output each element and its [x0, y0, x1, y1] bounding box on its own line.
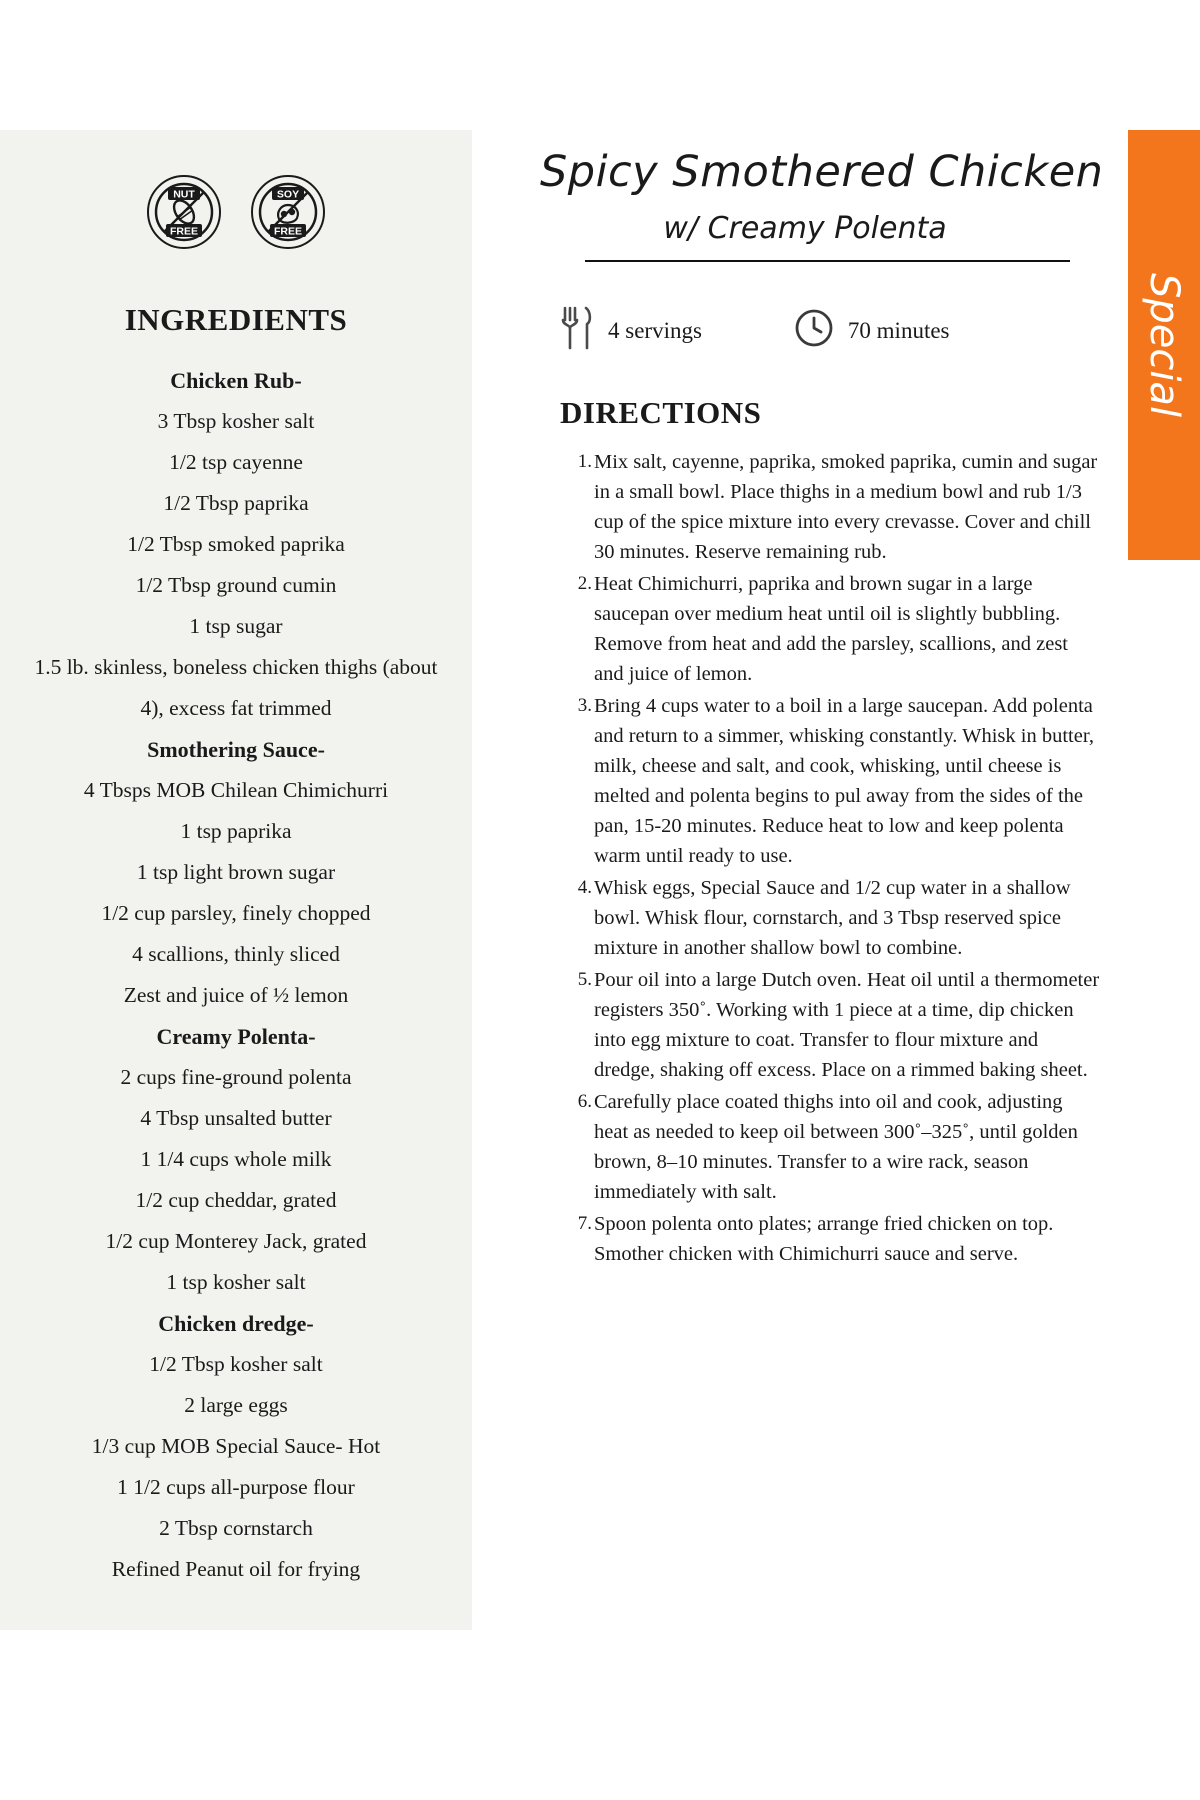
list-item: 4 scallions, thinly sliced [132, 942, 340, 966]
time-text: 70 minutes [847, 317, 950, 343]
list-item: 1/2 Tbsp ground cumin [135, 573, 337, 597]
list-item: Mix salt, cayenne, paprika, smoked paprika, cumin and sugar in a small bowl. Place thighs in a medium bowl and rub 1/3 cup of the spice mixture into every crevasse. Cover and chill 30 minutes. Reserve remaining rub. [594, 451, 1098, 564]
title-divider [585, 260, 1070, 262]
clock-icon [794, 308, 834, 353]
list-item: 1/2 cup parsley, finely chopped [101, 901, 371, 925]
list-item: Carefully place coated thighs into oil and cook, adjusting heat as needed to keep oil between 300˚–325˚, until golden brown, 8–10 minutes. Transfer to a wire rack, season immediately with salt. [594, 1091, 1078, 1204]
list-item: Chicken dredge- [158, 1311, 314, 1336]
list-item: Chicken Rub- [170, 368, 302, 393]
servings-text: 4 servings [608, 317, 702, 343]
list-item: Heat Chimichurri, paprika and brown sugar in a large saucepan over medium heat until oil is slightly bubbling. Remove from heat and add the parsley, scallions, and zest and juice of lemon. [594, 573, 1069, 686]
soy-free-icon [250, 174, 326, 250]
list-item: 1/3 cup MOB Special Sauce- Hot [91, 1434, 381, 1458]
time-meta [794, 308, 950, 353]
list-item: 1 tsp kosher salt [166, 1270, 306, 1294]
list-item: 1 tsp light brown sugar [136, 860, 336, 884]
list-item: 3 Tbsp kosher salt [157, 409, 315, 433]
list-item: 1/2 cup cheddar, grated [135, 1188, 337, 1212]
ingredients-list [34, 360, 438, 1590]
recipe-meta [540, 306, 1100, 355]
list-item: 1 tsp sugar [189, 614, 283, 638]
list-item: Smothering Sauce- [147, 737, 325, 762]
list-item: 2 cups fine-ground polenta [120, 1065, 352, 1089]
list-item: Whisk eggs, Special Sauce and 1/2 cup water in a shallow bowl. Whisk flour, cornstarch, and 3 Tbsp reserved spice mixture in another shallow bowl to combine. [594, 877, 1071, 960]
directions-heading: DIRECTIONS [560, 395, 762, 431]
svg-text:NUT: NUT [173, 188, 195, 201]
list-item: Creamy Polenta- [156, 1024, 316, 1049]
list-item: 1 1/2 cups all-purpose flour [117, 1475, 355, 1499]
svg-text:SOY: SOY [276, 188, 300, 201]
list-item: 4 Tbsps MOB Chilean Chimichurri [83, 778, 389, 802]
list-item: 1/2 cup Monterey Jack, grated [105, 1229, 367, 1253]
list-item: 1 tsp paprika [180, 819, 292, 843]
list-item: Refined Peanut oil for frying [111, 1557, 361, 1581]
svg-text:FREE: FREE [169, 225, 199, 238]
list-item: Pour oil into a large Dutch oven. Heat oil until a thermometer registers 350˚. Working with 1 piece at a time, dip chicken into egg mixture to coat. Transfer to flour mixture and dredge, shaking off excess. Place on a rimmed baking sheet. [594, 969, 1100, 1082]
special-tab-label: Special [1141, 272, 1187, 418]
recipe-content [540, 147, 1104, 1271]
list-item: 2 large eggs [184, 1393, 288, 1417]
svg-text:FREE: FREE [273, 225, 303, 238]
list-item: 2 Tbsp cornstarch [159, 1516, 313, 1540]
special-tab [1128, 130, 1200, 560]
directions-list [540, 447, 1100, 1269]
list-item: Spoon polenta onto plates; arrange fried chicken on top. Smother chicken with Chimichurri sauce and serve. [594, 1213, 1054, 1266]
list-item: 1 1/4 cups whole milk [140, 1147, 332, 1171]
cutlery-icon [560, 306, 594, 355]
page-subtitle: w/ Creamy Polenta [663, 211, 947, 247]
list-item: 4 Tbsp unsalted butter [140, 1106, 332, 1130]
ingredients-panel [0, 130, 472, 1630]
list-item: Zest and juice of ½ lemon [123, 983, 349, 1007]
list-item: 1/2 Tbsp paprika [163, 491, 309, 515]
servings-meta [560, 306, 702, 355]
page-title: Spicy Smothered Chicken [540, 147, 1104, 197]
list-item: 1.5 lb. skinless, boneless chicken thighs (about 4), excess fat trimmed [34, 655, 438, 720]
allergen-badge-row [34, 174, 438, 250]
nut-free-icon [146, 174, 222, 250]
list-item: 1/2 Tbsp smoked paprika [127, 532, 345, 556]
list-item: Bring 4 cups water to a boil in a large saucepan. Add polenta and return to a simmer, whisking constantly. Whisk in butter, milk, cheese and salt, and cook, whisking, until cheese is melted and polenta begins to pul away from the sides of the pan, 15-20 minutes. Reduce heat to low and keep polenta warm until ready to use. [594, 695, 1094, 868]
ingredients-heading: INGREDIENTS [124, 302, 348, 337]
list-item: 1/2 tsp cayenne [169, 450, 303, 474]
list-item: 1/2 Tbsp kosher salt [149, 1352, 323, 1376]
